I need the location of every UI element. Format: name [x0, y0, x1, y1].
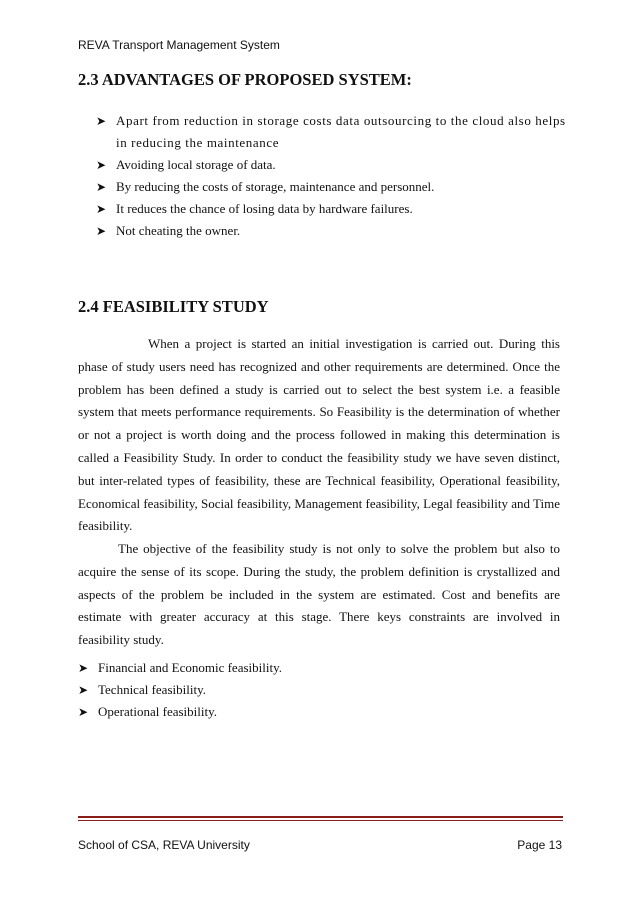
arrow-bullet-icon: ➤ — [78, 661, 89, 675]
list-item-text: By reducing the costs of storage, maintenance and personnel. — [116, 179, 435, 194]
list-item-text: Technical feasibility. — [98, 682, 206, 697]
footer-divider-thin — [78, 820, 563, 821]
footer-page-number: Page 13 — [517, 838, 562, 852]
list-item — [96, 154, 566, 176]
advantages-list — [96, 110, 566, 242]
arrow-bullet-icon: ➤ — [96, 114, 107, 128]
list-item — [96, 198, 566, 220]
list-item — [96, 220, 566, 242]
list-item-text: Apart from reduction in storage costs data outsourcing to the cloud also helps in reducing the maintenance — [116, 113, 566, 150]
list-item — [78, 657, 548, 679]
list-item-text: Operational feasibility. — [98, 704, 218, 719]
arrow-bullet-icon: ➤ — [96, 180, 107, 194]
arrow-bullet-icon: ➤ — [78, 705, 89, 719]
list-item-text: Financial and Economic feasibility. — [98, 660, 282, 675]
list-item-text: Avoiding local storage of data. — [116, 157, 276, 172]
list-item — [96, 176, 566, 198]
section-heading-advantages: 2.3 ADVANTAGES OF PROPOSED SYSTEM: — [78, 70, 412, 89]
list-item — [78, 679, 548, 701]
feasibility-paragraph-2: The objective of the feasibility study is not only to solve the problem but also to acquire the sense of its scope. During the study, the problem definition is crystallized and aspects of the problem be included in the system are estimated. Cost and benefits are estimate with greater accuracy at this stage. There keys constraints are involved in feasibility study. — [78, 541, 560, 648]
arrow-bullet-icon: ➤ — [96, 202, 107, 216]
footer-divider — [78, 816, 563, 818]
arrow-bullet-icon: ➤ — [96, 224, 107, 238]
list-item-text: Not cheating the owner. — [116, 223, 241, 238]
footer-institution: School of CSA, REVA University — [78, 838, 250, 852]
list-item — [78, 701, 548, 723]
feasibility-types-list — [78, 657, 548, 723]
feasibility-paragraph-1: When a project is started an initial investigation is carried out. During this phase of study users need has recognized and other requirements are determined. Once the problem has been defined a study is carried out to select the best system i.e. a feasible system that meets performance requirements. So Feasibility is the determination of whether or not a project is worth doing and the process followed in making this determination is called a Feasibility Study. In order to conduct the feasibility study we have seven distinct, but inter-related types of feasibility, these are Technical feasibility, Operational feasibility, Economical feasibility, Social feasibility, Management feasibility, Legal feasibility and Time feasibility. — [78, 336, 560, 534]
arrow-bullet-icon: ➤ — [78, 683, 89, 697]
list-item — [96, 110, 566, 154]
arrow-bullet-icon: ➤ — [96, 158, 107, 172]
page-header: REVA Transport Management System — [78, 38, 280, 52]
section-heading-feasibility: 2.4 FEASIBILITY STUDY — [78, 297, 269, 316]
list-item-text: It reduces the chance of losing data by hardware failures. — [116, 201, 413, 216]
